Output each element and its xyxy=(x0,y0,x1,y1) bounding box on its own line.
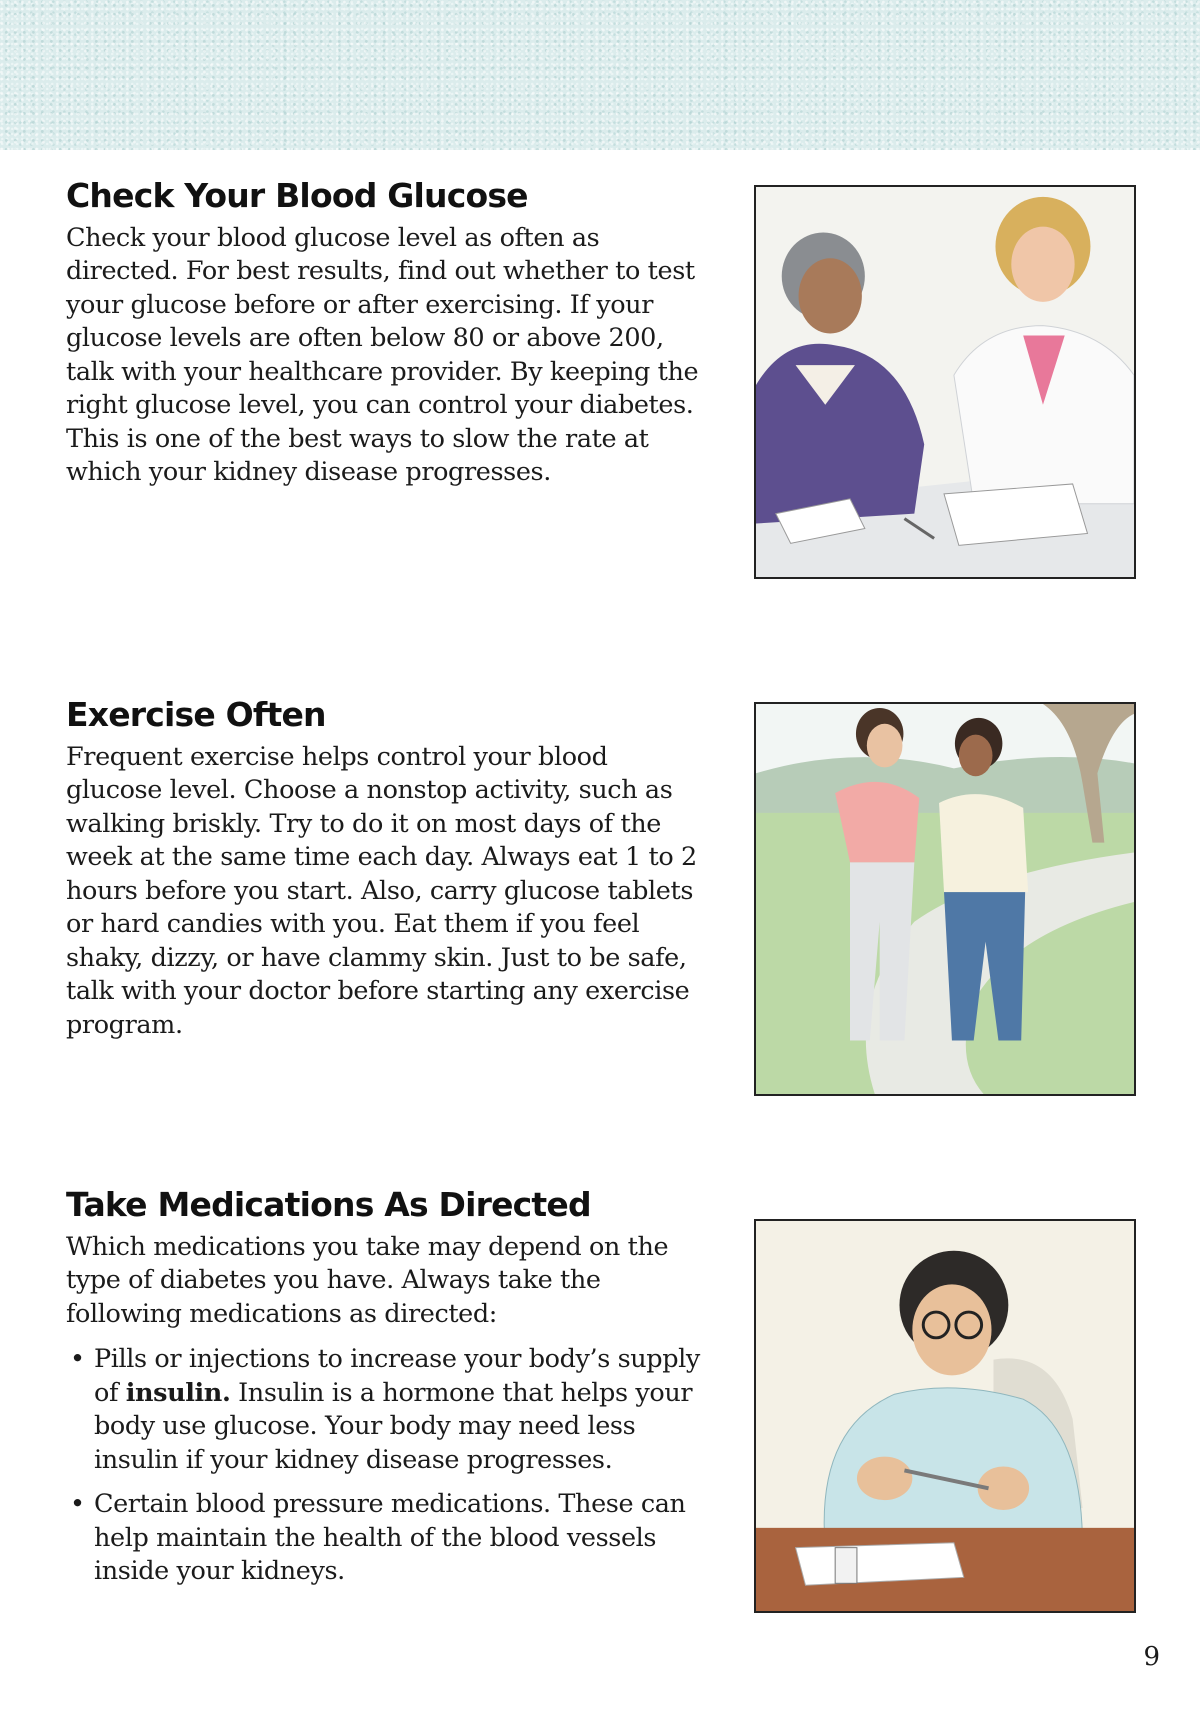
section-body: Which medications you take may depend on the type of diabetes you have. Always take the following medications as directed: xyxy=(66,1231,669,1329)
section-check-blood-glucose xyxy=(66,176,706,490)
list-item xyxy=(66,1343,706,1477)
section-heading: Exercise Often xyxy=(66,695,326,734)
insulin-term: insulin. xyxy=(125,1377,231,1408)
header-band xyxy=(0,0,1200,150)
section-body: Frequent exercise helps control your blood glucose level. Choose a nonstop activity, such as walking briskly. Try to do it on most days of the week at the same time each day. Always eat 1 to 2 hours before you start. Also, carry glucose tablets or hard candies with you. Eat them if you feel shaky, dizzy, or have clammy skin. Just to be safe, talk with your doctor before starting any exercise program. xyxy=(66,741,697,1040)
section-body: Check your blood glucose level as often as directed. For best results, find out whether to test your glucose before or after exercising. If your glucose levels are often below 80 or above 200, talk with your healthcare provider. By keeping the right glucose level, you can control your diabetes. This is one of the best ways to slow the rate at which your kidney disease progresses. xyxy=(66,222,699,488)
section-heading: Check Your Blood Glucose xyxy=(66,176,528,215)
section-exercise-often xyxy=(66,695,706,1042)
list-item-text: Pills or injections to increase your body’s supply of xyxy=(94,1344,700,1408)
page-number: 9 xyxy=(1143,1642,1160,1672)
illustration-two-women-walking xyxy=(754,702,1136,1096)
section-heading: Take Medications As Directed xyxy=(66,1185,591,1224)
list-item: • Certain blood pressure medications. These can help maintain the health of the blood vessels inside your kidneys. xyxy=(66,1488,706,1589)
list-item-text: Insulin is a hormone that helps your body use glucose. Your body may need less insulin if your kidney disease progresses. xyxy=(94,1377,693,1475)
illustration-man-with-insulin-syringe xyxy=(754,1219,1136,1613)
section-take-medications xyxy=(66,1185,706,1600)
medication-list xyxy=(66,1343,706,1589)
illustration-patient-and-nurse xyxy=(754,185,1136,579)
